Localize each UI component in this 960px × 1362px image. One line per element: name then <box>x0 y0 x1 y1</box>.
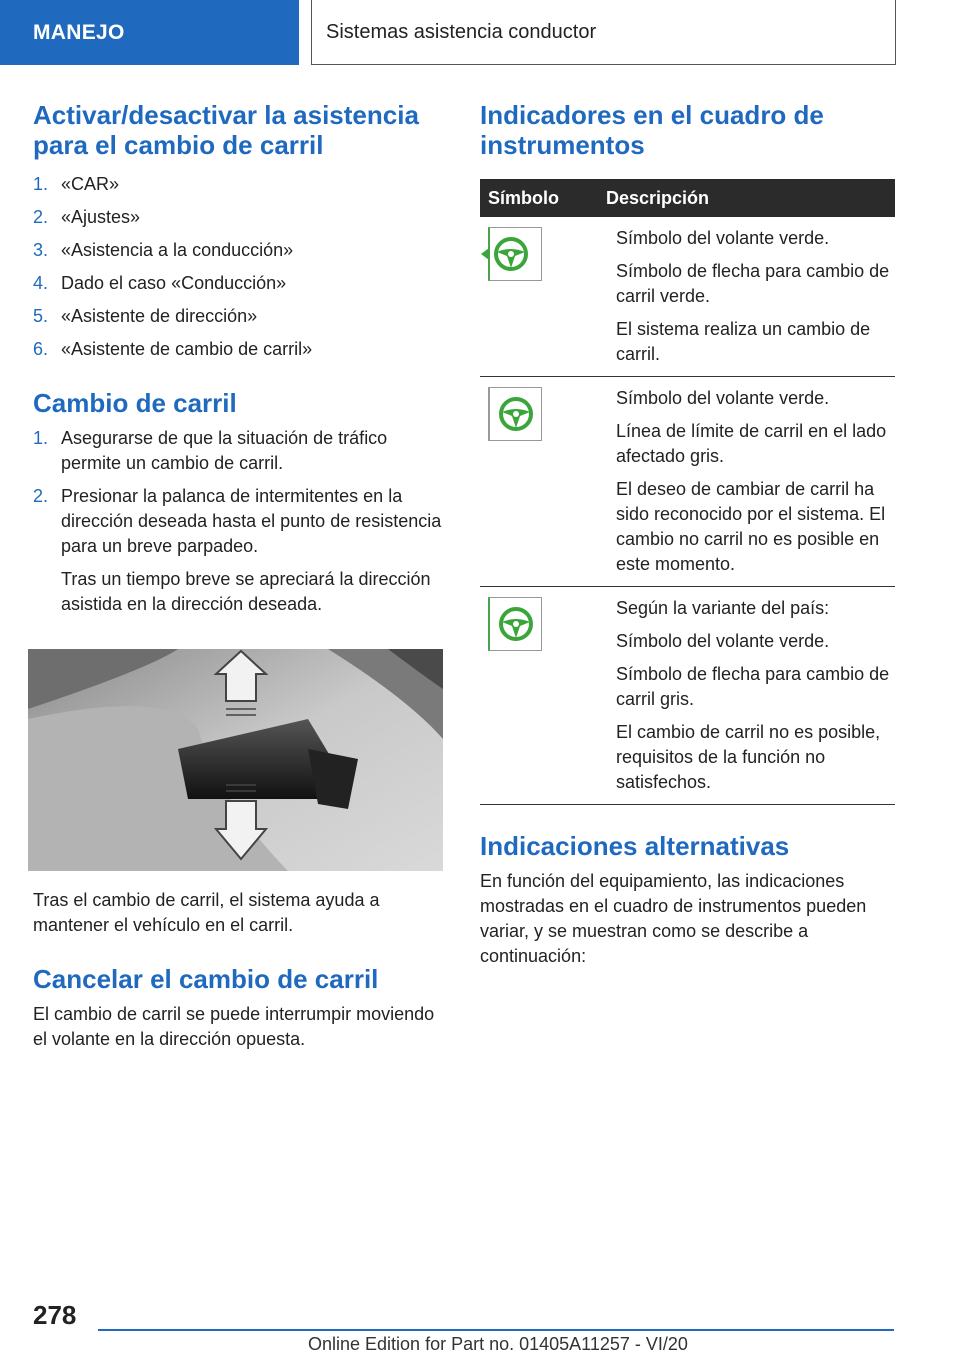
step-text: Presionar la palanca de intermitentes en la dirección deseada hasta el punto de resistencia para un breve parpadeo. <box>61 486 442 556</box>
step-note: Tras un tiempo breve se apreciará la dirección asistida en la dirección deseada. <box>61 569 431 614</box>
section-heading: Activar/desactivar la asistencia para el cambio de carril <box>33 100 419 160</box>
table-row <box>480 377 895 587</box>
section-tab <box>0 0 299 65</box>
cell-text: Símbolo del volante verde. <box>616 388 830 408</box>
left-column <box>33 100 445 1052</box>
cell-text: Línea de límite de carril en el lado afectado gris. <box>616 421 887 466</box>
steering-wheel-green-icon <box>488 387 542 441</box>
step-text: «Asistencia a la conducción» <box>61 240 294 260</box>
steps-list <box>33 426 445 617</box>
table-row <box>480 587 895 805</box>
list-item: 5. «Asistente de dirección» <box>33 306 258 326</box>
cell-text: Según la variante del país: <box>616 598 830 618</box>
chapter-title: Sistemas asistencia conductor <box>326 20 597 43</box>
chapter-header <box>311 0 896 65</box>
paragraph: El cambio de carril se puede interrumpir moviendo el volante en la dirección opuesta. <box>33 1004 435 1049</box>
cell-text: El deseo de cambiar de carril ha sido reconocido por el sistema. El cambio no carril no es posible en este momento. <box>616 479 886 574</box>
list-item: 6. «Asistente de cambio de carril» <box>33 339 313 359</box>
list-item: 4. Dado el caso «Conducción» <box>33 273 287 293</box>
column-header-description: Descripción <box>606 179 895 217</box>
cell-text: Símbolo de flecha para cambio de carril gris. <box>616 664 890 709</box>
edition-note: Online Edition for Part no. 01405A11257 - VI/20 <box>308 1334 688 1354</box>
step-text: «Asistente de dirección» <box>61 306 258 326</box>
step-text: Asegurarse de que la situación de tráfico permite un cambio de carril. <box>61 428 388 473</box>
steering-wheel-green-icon <box>488 597 542 651</box>
section-heading: Cancelar el cambio de carril <box>33 964 379 994</box>
cell-text: Símbolo del volante verde. <box>616 631 830 651</box>
steering-wheel-green-icon <box>488 227 542 281</box>
section-heading: Indicaciones alternativas <box>480 831 790 861</box>
list-item: 2. Presionar la palanca de intermitentes en la dirección deseada hasta el punto de resistencia para un breve parpadeo. Tras un tiempo breve se apreciará la dirección asistida en la dirección deseada. <box>33 484 445 617</box>
table-row <box>480 217 895 377</box>
turn-signal-lever-image <box>28 649 443 871</box>
list-item: 2. «Ajustes» <box>33 207 141 227</box>
step-text: «Ajustes» <box>61 207 141 227</box>
step-text: «Asistente de cambio de carril» <box>61 339 313 359</box>
right-column <box>480 100 895 969</box>
table-header-row <box>480 179 895 217</box>
section-label: MANEJO <box>33 20 125 44</box>
paragraph: Tras el cambio de carril, el sistema ayuda a mantener el vehículo en el carril. <box>33 890 380 935</box>
section-heading: Indicadores en el cuadro de instrumentos <box>480 100 824 160</box>
page-number: 278 <box>33 1300 77 1330</box>
steps-list <box>33 172 445 362</box>
section-heading: Cambio de carril <box>33 388 237 418</box>
cell-text: El sistema realiza un cambio de carril. <box>616 319 871 364</box>
list-item: 3. «Asistencia a la conducción» <box>33 240 294 260</box>
cell-text: El cambio de carril no es posible, requisitos de la función no satisfechos. <box>616 722 881 792</box>
list-item: 1. Asegurarse de que la situación de tráfico permite un cambio de carril. <box>33 428 388 473</box>
step-text: «CAR» <box>61 174 120 194</box>
paragraph: En función del equipamiento, las indicaciones mostradas en el cuadro de instrumentos pueden variar, y se muestran como se describe a continuación: <box>480 871 867 966</box>
footer-divider <box>98 1329 894 1331</box>
symbol-table <box>480 179 895 805</box>
step-text: Dado el caso «Conducción» <box>61 273 287 293</box>
cell-text: Símbolo de flecha para cambio de carril verde. <box>616 261 890 306</box>
list-item: 1. «CAR» <box>33 174 120 194</box>
column-header-symbol: Símbolo <box>480 179 606 217</box>
cell-text: Símbolo del volante verde. <box>616 228 830 248</box>
